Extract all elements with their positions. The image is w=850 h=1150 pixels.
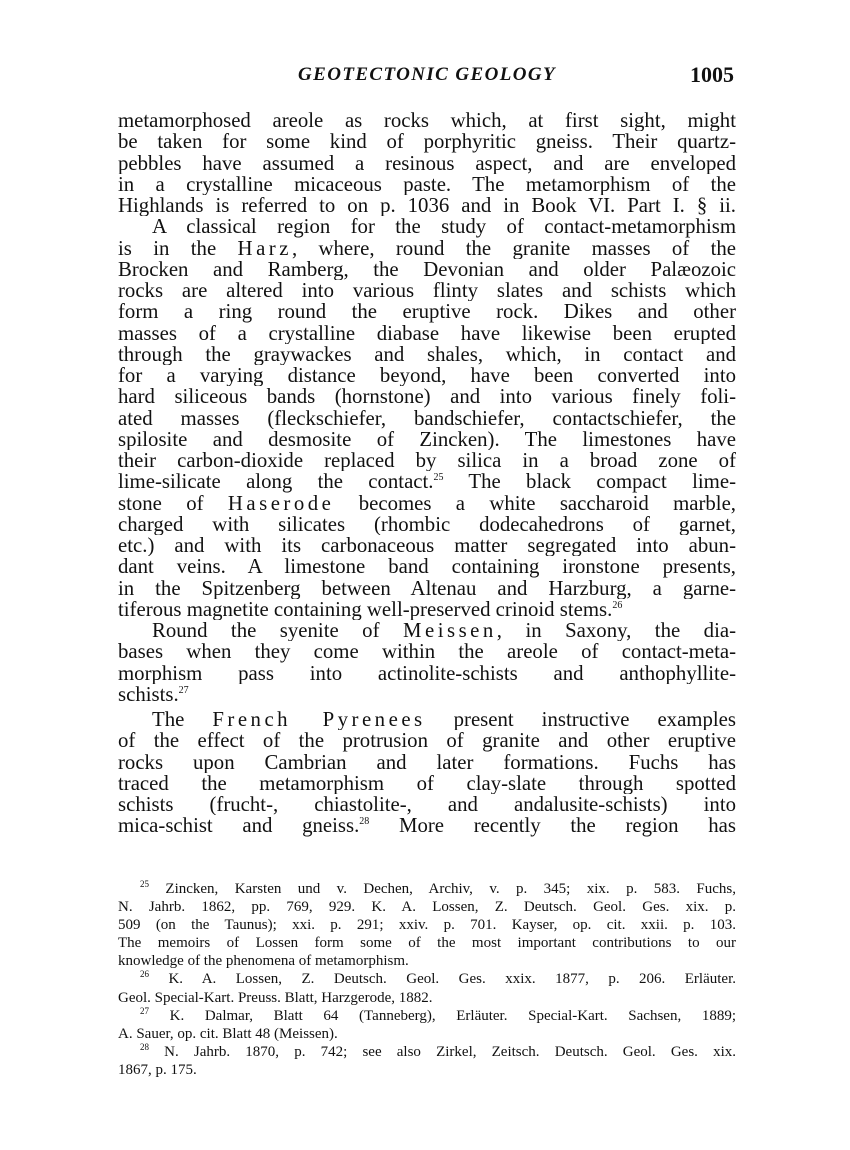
footnote-ref: 25 — [433, 472, 444, 484]
text-line: hard siliceous bands (hornstone) and into various finely foli- — [118, 386, 736, 408]
paragraph-start-line: A classical region for the study of contact-metamorphism — [152, 216, 736, 238]
text-line: pebbles have assumed a resinous aspect, and are enveloped — [118, 152, 736, 174]
text-line: through the graywackes and shales, which, in contact and — [118, 343, 736, 365]
footnote-ref: 26 — [612, 599, 623, 611]
paragraph-start-line: Round the syenite of Meissen, in Saxony, the dia- — [152, 620, 736, 642]
text-line: bases when they come within the areole of contact-meta- — [118, 641, 736, 663]
text-line: in the Spitzenberg between Altenau and Harzburg, a garne- — [118, 577, 736, 599]
text-line: lime-silicate along the contact.$^{25}$ The black compact lime- — [118, 471, 736, 493]
footnotes — [118, 880, 736, 1079]
text-line: in a crystalline micaceous paste. The metamorphism of the — [118, 173, 736, 195]
footnote-line: Geol. Special-Kart. Preuss. Blatt, Harzgerode, 1882. — [118, 989, 433, 1006]
footnote-28: $^{28}$ N. Jahrb. 1870, p. 742; see also Zirkel, Zeitsch. Deutsch. Geol. Ges. xix. — [140, 1042, 736, 1060]
text-line: morphism pass into actinolite-schists and anthophyllite- — [118, 662, 736, 684]
footnote-ref: 27 — [178, 684, 189, 696]
place-name: Meissen — [402, 620, 497, 642]
footnote-25: $^{25}$ Zincken, Karsten und v. Dechen, Archiv, v. p. 345; xix. p. 583. Fuchs, — [140, 880, 736, 897]
text-line: their carbon-dioxide replaced by silica in a broad zone of — [118, 450, 736, 472]
footnote-line: 509 (on the Taunus); xxi. p. 291; xxiv. p. 701. Kayser, op. cit. xxii. p. 103. — [118, 917, 736, 934]
text-line: etc.) and with its carbonaceous matter segregated into abun- — [118, 535, 736, 557]
place-name: Haserode — [227, 492, 335, 514]
footnote-line: 1867, p. 175. — [118, 1061, 197, 1078]
text-line: tiferous magnetite containing well-preserved crinoid stems.$^{26}$ — [118, 598, 623, 620]
text-line: rocks upon Cambrian and later formations. Fuchs has — [118, 751, 736, 773]
text-line: Highlands is referred to on p. 1036 and in Book VI. Part I. § ii. — [118, 195, 736, 217]
text-line: for a varying distance beyond, have been converted into — [118, 365, 736, 387]
footnote-line: N. Jahrb. 1862, pp. 769, 929. K. A. Lossen, Z. Deutsch. Geol. Ges. xix. p. — [118, 899, 736, 916]
text-line: Brocken and Ramberg, the Devonian and older Palæozoic — [118, 258, 736, 280]
text-line: schists.$^{27}$ — [118, 683, 189, 705]
text-line: stone of Haserode becomes a white saccharoid marble, — [118, 492, 736, 514]
page-header — [118, 62, 736, 90]
text-line: spilosite and desmosite of Zincken). The limestones have — [118, 428, 736, 450]
text-line: dant veins. A limestone band containing ironstone presents, — [118, 556, 736, 578]
text-line: schists (frucht-, chiastolite-, and andalusite-schists) into — [118, 794, 736, 816]
footnote-27: $^{27}$ K. Dalmar, Blatt 64 (Tanneberg), Erläuter. Special-Kart. Sachsen, 1889; — [140, 1006, 736, 1024]
page-number: 1005 — [690, 62, 734, 87]
footnote-line: The memoirs of Lossen form some of the most important contributions to our — [118, 935, 736, 952]
paragraph-start-line: The French Pyrenees present instructive examples — [152, 709, 736, 731]
text-line: metamorphosed areole as rocks which, at first sight, might — [118, 110, 736, 132]
footnote-ref: 28 — [359, 816, 370, 828]
text-line: traced the metamorphism of clay-slate through spotted — [118, 772, 736, 794]
place-name: Harz — [237, 237, 292, 259]
running-title: GEOTECTONIC GEOLOGY — [298, 64, 556, 85]
footnote-line: knowledge of the phenomena of metamorphism. — [118, 953, 409, 970]
main-text — [118, 110, 736, 837]
footnote-26: $^{26}$ K. A. Lossen, Z. Deutsch. Geol. Ges. xxix. 1877, p. 206. Erläuter. — [140, 970, 736, 988]
text-line: charged with silicates (rhombic dodecahedrons of garnet, — [118, 513, 736, 535]
footnote-line: A. Sauer, op. cit. Blatt 48 (Meissen). — [118, 1025, 338, 1042]
place-name: French Pyrenees — [212, 709, 426, 731]
text-line: form a ring round the eruptive rock. Dikes and other — [118, 301, 736, 323]
text-line: of the effect of the protrusion of granite and other eruptive — [118, 730, 736, 752]
text-line: ated masses (fleckschiefer, bandschiefer, contactschiefer, the — [118, 407, 736, 429]
text-line: masses of a crystalline diabase have likewise been erupted — [118, 322, 736, 344]
text-line: is in the Harz, where, round the granite masses of the — [118, 237, 736, 259]
text-line: mica-schist and gneiss.$^{28}$ More recently the region has — [118, 815, 736, 837]
text-line: be taken for some kind of porphyritic gneiss. Their quartz- — [118, 131, 736, 153]
text-line: rocks are altered into various flinty slates and schists which — [118, 280, 736, 302]
